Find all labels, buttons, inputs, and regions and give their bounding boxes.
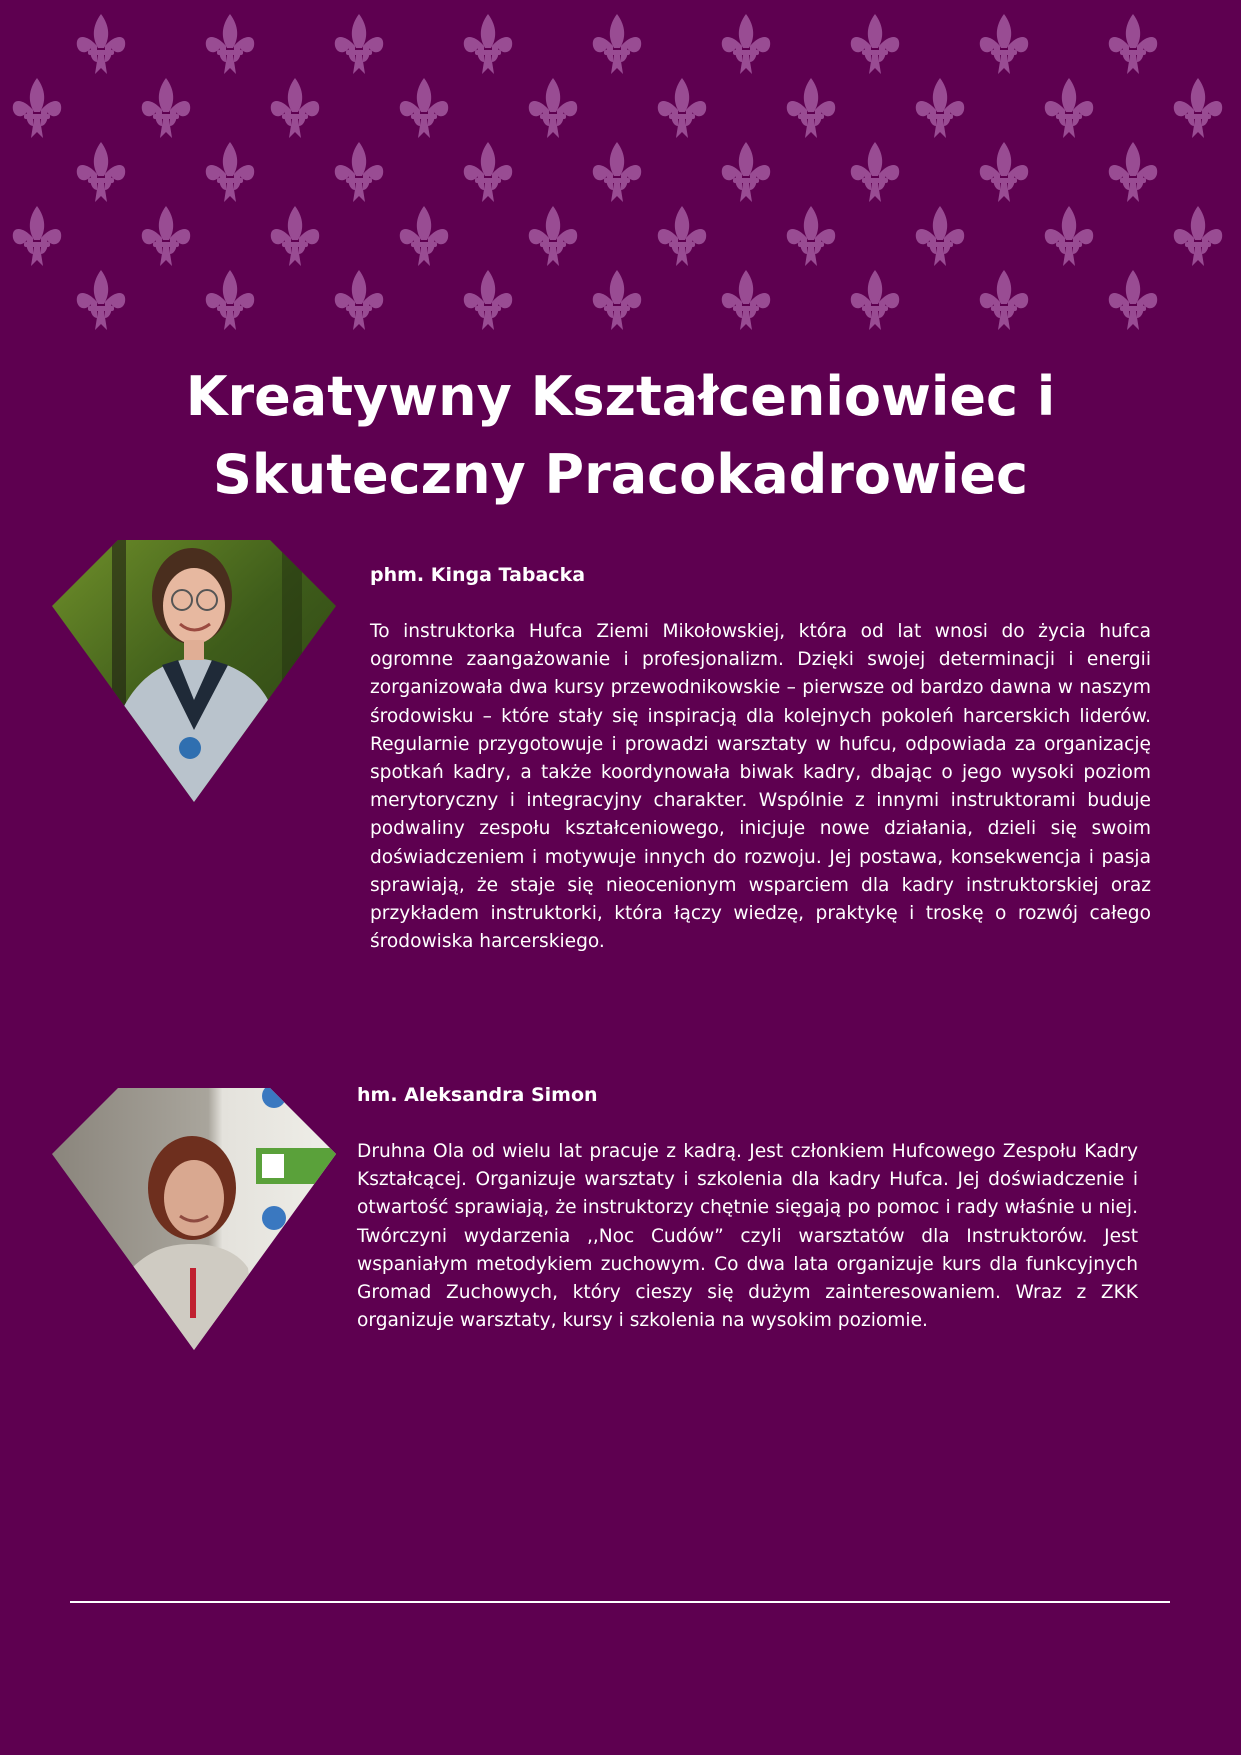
fleur-de-lis-icon	[1174, 78, 1222, 138]
fleur-de-lis-icon	[335, 270, 383, 330]
fleur-de-lis-icon	[916, 206, 964, 266]
footer-divider	[70, 1601, 1170, 1603]
fleur-de-lis-icon	[658, 206, 706, 266]
fleur-de-lis-icon	[335, 14, 383, 74]
fleur-de-lis-icon	[1045, 78, 1093, 138]
person-bio: Druhna Ola od wielu lat pracuje z kadrą. Jest członkiem Hufcowego Zespołu Kadry Kształcącej. Organizuje warsztaty i szkolenia dla kadry Hufca. Jej doświadczenie i otwartość sprawiają, że instruktorzy chętnie sięgają po pomoc i rady właśnie u niej. Twórczyni wydarzenia ,,Noc Cudów” czyli warsztatów dla Instruktorów. Jest wspaniałym metodykiem zuchowym. Co dwa lata organizuje kurs dla funkcyjnych Gromad Zuchowych, który cieszy się dużym zainteresowaniem. Wraz z ZKK organizuje warsztaty, kursy i szkolenia na wysokim poziomie.	[357, 1141, 1138, 1332]
fleur-de-lis-icon	[722, 142, 770, 202]
fleur-de-lis-icon	[851, 270, 899, 330]
fleur-de-lis-icon	[1174, 206, 1222, 266]
fleur-de-lis-icon	[1109, 142, 1157, 202]
fleur-de-lis-icon	[206, 270, 254, 330]
fleur-de-lis-icon	[722, 14, 770, 74]
fleur-de-lis-pattern	[0, 0, 1241, 340]
page-title: Kreatywny Kształceniowiec i Skuteczny Pracokadrowiec	[185, 365, 1056, 506]
fleur-de-lis-icon	[335, 142, 383, 202]
fleur-de-lis-icon	[464, 14, 512, 74]
fleur-de-lis-icon	[464, 142, 512, 202]
fleur-de-lis-icon	[1109, 14, 1157, 74]
fleur-de-lis-icon	[851, 14, 899, 74]
fleur-de-lis-icon	[13, 206, 61, 266]
person-name: hm. Aleksandra Simon	[357, 1084, 598, 1106]
portrait-photo-aleksandra-simon	[52, 1088, 336, 1350]
fleur-de-lis-icon	[593, 270, 641, 330]
fleur-de-lis-icon	[77, 142, 125, 202]
fleur-de-lis-icon	[271, 206, 319, 266]
fleur-de-lis-icon	[400, 78, 448, 138]
fleur-de-lis-icon	[77, 14, 125, 74]
fleur-de-lis-icon	[916, 78, 964, 138]
fleur-de-lis-icon	[593, 14, 641, 74]
person-name: phm. Kinga Tabacka	[370, 564, 586, 586]
portrait-photo-kinga-tabacka	[52, 540, 336, 802]
fleur-de-lis-icon	[980, 14, 1028, 74]
fleur-de-lis-icon	[271, 78, 319, 138]
fleur-de-lis-icon	[851, 142, 899, 202]
fleur-de-lis-icon	[1109, 270, 1157, 330]
fleur-de-lis-icon	[529, 78, 577, 138]
fleur-de-lis-icon	[658, 78, 706, 138]
fleur-de-lis-icon	[722, 270, 770, 330]
fleur-de-lis-icon	[206, 14, 254, 74]
fleur-de-lis-icon	[400, 206, 448, 266]
fleur-de-lis-icon	[1045, 206, 1093, 266]
fleur-de-lis-icon	[529, 206, 577, 266]
fleur-de-lis-icon	[142, 206, 190, 266]
fleur-de-lis-icon	[77, 270, 125, 330]
fleur-de-lis-icon	[980, 270, 1028, 330]
fleur-de-lis-icon	[464, 270, 512, 330]
person-bio: To instruktorka Hufca Ziemi Mikołowskiej, która od lat wnosi do życia hufca ogromne zaangażowanie i profesjonalizm. Dzięki swojej determinacji i energii zorganizowała dwa kursy przewodnikowskie – pierwsze od bardzo dawna w naszym środowisku – które stały się inspiracją dla kolejnych pokoleń harcerskich liderów. Regularnie przygotowuje i prowadzi warsztaty w hufcu, odpowiada za organizację spotkań kadry, a także koordynowała biwak kadry, dbając o jego wysoki poziom merytoryczny i integracyjny charakter. Wspólnie z innymi instruktorami buduje podwaliny zespołu kształceniowego, inicjuje nowe działania, dzieli się swoim doświadczeniem i motywuje innych do rozwoju. Jej postawa, konsekwencja i pasja sprawiają, że staje się nieocenionym wsparciem dla kadry instruktorskiej oraz przykładem instruktorki, która łączy wiedzę, praktykę i troskę o rozwój całego środowiska harcerskiego.	[370, 621, 1151, 953]
fleur-de-lis-icon	[980, 142, 1028, 202]
fleur-de-lis-icon	[593, 142, 641, 202]
fleur-de-lis-icon	[787, 78, 835, 138]
fleur-de-lis-icon	[206, 142, 254, 202]
fleur-de-lis-icon	[787, 206, 835, 266]
fleur-de-lis-icon	[13, 78, 61, 138]
fleur-de-lis-icon	[142, 78, 190, 138]
